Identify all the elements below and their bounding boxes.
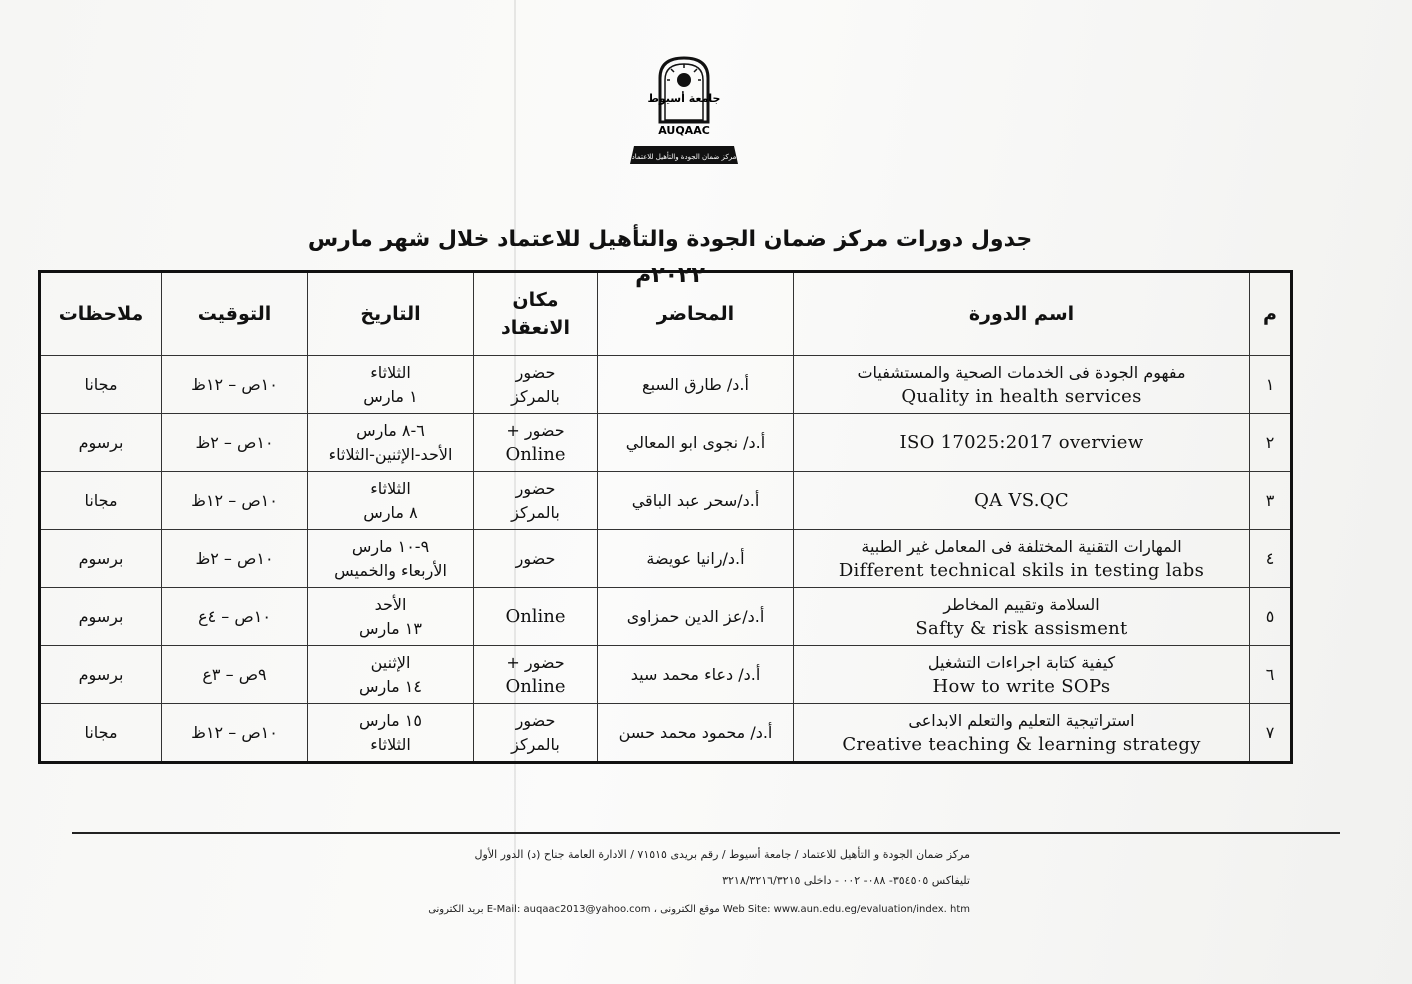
time-cell: ١٠ص – ١٢ظ (162, 472, 308, 530)
row-num: ٥ (1250, 588, 1292, 646)
courses-table-wrapper (38, 270, 1290, 764)
date-line2: ١ مارس (363, 386, 418, 406)
date-line1: الأحد (374, 594, 407, 614)
venue-cell (474, 472, 598, 530)
date-cell (308, 704, 474, 763)
table-row (40, 472, 1292, 530)
course-name-ar: استراتيجية التعليم والتعلم الابداعى (908, 710, 1135, 730)
row-num: ٧ (1250, 704, 1292, 763)
row-num: ٤ (1250, 530, 1292, 588)
venue-line2: Online (505, 443, 566, 465)
notes-cell: مجانا (40, 704, 162, 763)
header-venue-line1: مكان (512, 289, 559, 311)
notes-cell: برسوم (40, 530, 162, 588)
footer-address: مركز ضمان الجودة و التأهيل للاعتماد / جامعة أسيوط / رقم بريدى ٧١٥١٥ / الادارة العامة جناح (د) الدور الأول (474, 848, 970, 861)
header-venue (474, 272, 598, 356)
course-name-en: Creative teaching & learning strategy (842, 733, 1201, 755)
lecturer-cell: أ.د/عز الدين حمزاوى (598, 588, 794, 646)
time-cell: ١٠ص – ١٢ظ (162, 704, 308, 763)
notes-cell: برسوم (40, 646, 162, 704)
notes-cell: مجانا (40, 472, 162, 530)
venue-line1: حضور (515, 478, 556, 498)
date-line1: ٦-٨ مارس (356, 420, 425, 440)
notes-cell: مجانا (40, 356, 162, 414)
footer-web-email: Web Site: www.aun.edu.eg/evaluation/index. htm موقع الكترونى ، E-Mail: auqaac2013@yahoo.com بريد الكترونى (428, 904, 970, 915)
table-row (40, 414, 1292, 472)
course-name-en: Quality in health services (901, 385, 1142, 407)
course-name-en: Safty & risk assisment (915, 617, 1128, 639)
venue-line1: حضور (515, 548, 556, 568)
table-row (40, 356, 1292, 414)
row-num: ١ (1250, 356, 1292, 414)
date-cell (308, 356, 474, 414)
lecturer-cell: أ.د/ محمود محمد حسن (598, 704, 794, 763)
course-name-en: QA VS.QC (974, 489, 1069, 511)
course-name-en: Different technical skils in testing labs (838, 559, 1205, 581)
header-num: م (1250, 272, 1292, 356)
venue-cell (474, 704, 598, 763)
course-name-cell (794, 472, 1250, 530)
course-name-cell (794, 356, 1250, 414)
row-num: ٣ (1250, 472, 1292, 530)
course-name-ar: كيفية كتابة اجراءات التشغيل (927, 652, 1116, 672)
date-line1: الثلاثاء (370, 362, 411, 382)
lecturer-cell: أ.د/ طارق السبع (598, 356, 794, 414)
notes-cell: برسوم (40, 414, 162, 472)
venue-line2: بالمركز (511, 386, 560, 406)
venue-line1: حضور + (506, 420, 565, 440)
footer-divider (72, 832, 1340, 834)
date-line1: الثلاثاء (370, 478, 411, 498)
course-name-cell (794, 414, 1250, 472)
time-cell: ١٠ص – ٢ظ (162, 414, 308, 472)
header-course: اسم الدورة (794, 272, 1250, 356)
row-num: ٦ (1250, 646, 1292, 704)
venue-cell (474, 530, 598, 588)
date-cell (308, 530, 474, 588)
venue-line1: حضور + (506, 652, 565, 672)
header-lecturer: المحاضر (598, 272, 794, 356)
date-line2: ١٣ مارس (359, 618, 422, 638)
lecturer-cell: أ.د/سحر عبد الباقي (598, 472, 794, 530)
course-name-cell (794, 646, 1250, 704)
header-date: التاريخ (308, 272, 474, 356)
time-cell: ١٠ص – ٢ظ (162, 530, 308, 588)
table-row (40, 530, 1292, 588)
course-name-cell (794, 530, 1250, 588)
course-name-ar: السلامة وتقييم المخاطر (943, 594, 1100, 614)
logo-subtitle: مركز ضمان الجودة والتأهيل للاعتماد (631, 153, 737, 161)
course-name-en: ISO 17025:2017 overview (899, 431, 1144, 453)
venue-line2: Online (505, 675, 566, 697)
table-row (40, 704, 1292, 763)
header-notes: ملاحظات (40, 272, 162, 356)
lecturer-cell: أ.د/ دعاء محمد سيد (598, 646, 794, 704)
venue-line1: Online (505, 605, 566, 627)
date-cell (308, 414, 474, 472)
course-name-en: How to write SOPs (932, 675, 1111, 697)
venue-cell (474, 588, 598, 646)
row-num: ٢ (1250, 414, 1292, 472)
course-name-cell (794, 704, 1250, 763)
date-cell (308, 472, 474, 530)
table-header-row (40, 272, 1292, 356)
logo-acronym: AUQAAC (658, 124, 710, 137)
table-row (40, 588, 1292, 646)
date-line2: الأحد-الإثنين-الثلاثاء (328, 444, 453, 464)
date-cell (308, 588, 474, 646)
lecturer-cell: أ.د/رانيا عويضة (598, 530, 794, 588)
date-line1: الإثنين (370, 652, 411, 672)
document-title: جدول دورات مركز ضمان الجودة والتأهيل للاعتماد خلال شهر مارس ٢٠٢٢م (307, 227, 1033, 288)
logo-mark-text: جامعة أسيوط (647, 92, 721, 105)
course-name-ar: مفهوم الجودة فى الخدمات الصحية والمستشفيات (857, 362, 1186, 382)
date-line2: ٨ مارس (363, 502, 418, 522)
venue-cell (474, 356, 598, 414)
venue-line2: بالمركز (511, 502, 560, 522)
date-line2: الأربعاء والخميس (334, 560, 447, 580)
venue-line2: بالمركز (511, 734, 560, 754)
time-cell: ٩ص – ٣ع (162, 646, 308, 704)
date-line2: ١٤ مارس (359, 676, 422, 696)
date-line1: ٩-١٠ مارس (351, 536, 430, 556)
time-cell: ١٠ص – ٤ع (162, 588, 308, 646)
course-name-ar: المهارات التقنية المختلفة فى المعامل غير الطبية (861, 536, 1182, 556)
auqaac-logo (628, 50, 740, 170)
venue-line1: حضور (515, 710, 556, 730)
date-cell (308, 646, 474, 704)
header-time: التوقيت (162, 272, 308, 356)
venue-cell (474, 646, 598, 704)
footer-phone: تليفاكس ٣٥٤٥٠٥- ٠٨٨- ٠٠٢ - داخلى ٣٢١٨/٣٢١٦/٣٢١٥ (722, 874, 970, 887)
lecturer-cell: أ.د/ نجوى ابو المعالي (598, 414, 794, 472)
course-name-cell (794, 588, 1250, 646)
date-line1: ١٥ مارس (359, 710, 422, 730)
header-venue-line2: الانعقاد (500, 317, 571, 339)
notes-cell: برسوم (40, 588, 162, 646)
venue-line1: حضور (515, 362, 556, 382)
time-cell: ١٠ص – ١٢ظ (162, 356, 308, 414)
date-line2: الثلاثاء (370, 734, 411, 754)
venue-cell (474, 414, 598, 472)
table-row (40, 646, 1292, 704)
courses-table (38, 270, 1293, 764)
